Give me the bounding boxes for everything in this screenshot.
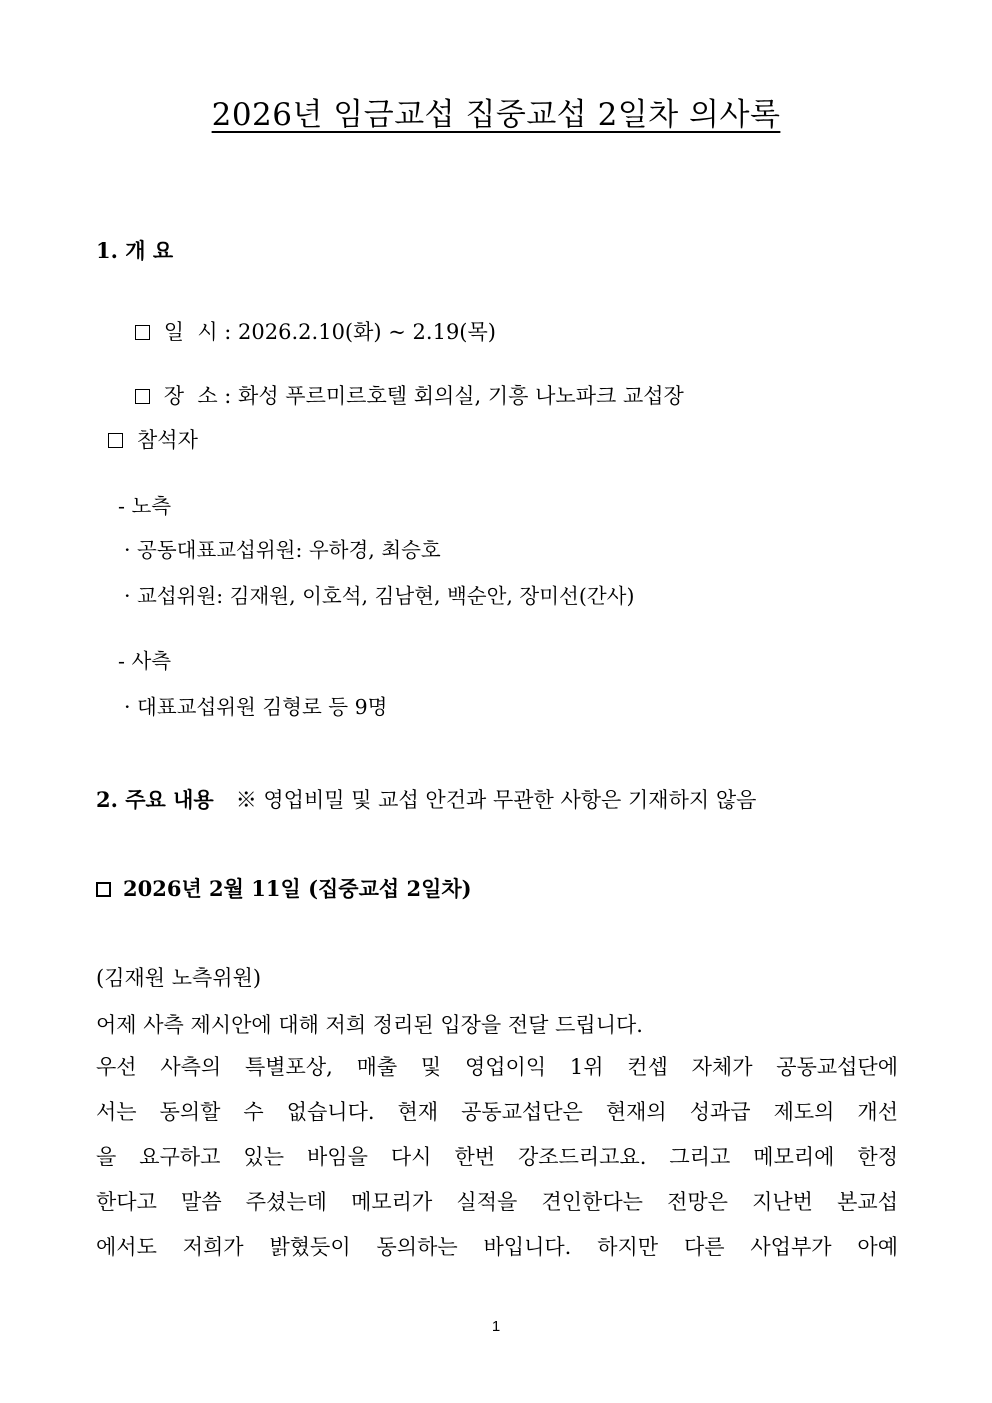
- section-2-heading: 2. 주요 내용: [96, 787, 214, 812]
- speaker-label: (김재원 노측위원): [96, 966, 262, 990]
- checkbox-icon: [135, 325, 150, 340]
- session-date-heading: [96, 878, 472, 899]
- paragraph-line-3: 서는 동의할 수 없습니다. 현재 공동교섭단은 현재의 성과급 제도의 개선: [96, 1100, 898, 1124]
- paragraph-line-5: 한다고 말씀 주셨는데 메모리가 실적을 견인한다는 전망은 지난번 본교섭: [96, 1190, 898, 1214]
- overview-item-date: [108, 301, 496, 364]
- page-number: 1: [491, 1318, 501, 1335]
- union-members-line: · 교섭위원: 김재원, 이호석, 김남현, 백순안, 장미선(간사): [124, 584, 635, 608]
- overview-item-place: [108, 365, 684, 428]
- overview-item-date-text: 일 시 : 2026.2.10(화) ~ 2.19(목): [163, 320, 496, 344]
- session-date-heading-text: 2026년 2월 11일 (집중교섭 2일차): [123, 876, 472, 901]
- paragraph-line-4: 을 요구하고 있는 바임을 다시 한번 강조드리고요. 그리고 메모리에 한정: [96, 1145, 898, 1169]
- section-2-note: ※ 영업비밀 및 교섭 안건과 무관한 사항은 기재하지 않음: [235, 788, 757, 812]
- union-side-label: - 노측: [118, 494, 172, 518]
- paragraph-line-1: 어제 사측 제시안에 대해 저희 정리된 입장을 전달 드립니다.: [96, 1013, 643, 1037]
- overview-item-attendees-text: 참석자: [137, 428, 198, 452]
- paragraph-line-6: 에서도 저희가 밝혔듯이 동의하는 바입니다. 하지만 다른 사업부가 아예: [96, 1235, 898, 1259]
- union-representatives-line: · 공동대표교섭위원: 우하경, 최승호: [124, 538, 441, 562]
- document-title: [0, 97, 992, 133]
- company-side-label: - 사측: [118, 649, 172, 673]
- checkbox-icon: [96, 882, 111, 897]
- section-1-heading: 1. 개 요: [96, 238, 174, 263]
- paragraph-line-2: 우선 사측의 특별포상, 매출 및 영업이익 1위 컨셉 자체가 공동교섭단에: [96, 1055, 898, 1079]
- checkbox-icon: [108, 433, 123, 448]
- overview-item-place-text: 장 소 : 화성 푸르미르호텔 회의실, 기흥 나노파크 교섭장: [163, 384, 684, 408]
- document-title-text: 2026년 임금교섭 집중교섭 2일차 의사록: [211, 97, 781, 133]
- overview-item-attendees: [108, 430, 198, 451]
- section-2-header: [96, 789, 756, 811]
- company-members-line: · 대표교섭위원 김형로 등 9명: [124, 695, 388, 719]
- checkbox-icon: [135, 389, 150, 404]
